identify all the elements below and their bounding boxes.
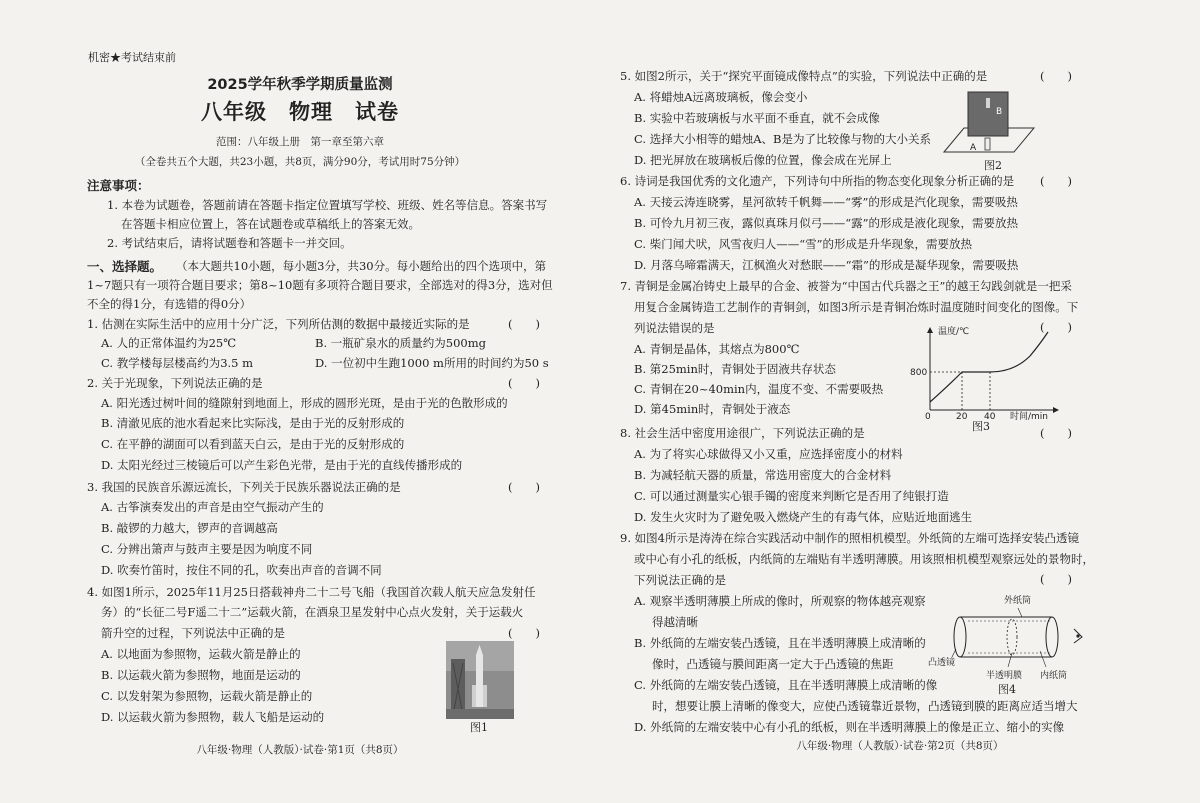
q3-option-a: A. 古筝演奏发出的声音是由空气振动产生的 [101, 500, 324, 514]
q1-option-c: C. 教学楼每层楼高约为3.5 m [101, 356, 254, 370]
question-4-stem: 务）的“长征二号F遥二十二”运载火箭，在酒泉卫星发射中心点火发射，关于运载火 [101, 605, 524, 619]
section-intro: （本大题共10小题，每小题3分，共30分。每小题给出的四个选项中，第 [176, 259, 547, 273]
question-9-stem: 下列说法正确的是 [634, 573, 726, 587]
q3-option-c: C. 分辨出箫声与鼓声主要是因为响度不同 [101, 542, 313, 556]
question-7-stem: 列说法错误的是 [634, 321, 715, 335]
graph-origin-label: 0 [925, 412, 931, 420]
q5-option-d: D. 把光屏放在玻璃板后像的位置，像会成在光屏上 [634, 153, 892, 167]
graph-y-axis-label: 温度/℃ [938, 327, 970, 337]
answer-blank: ( ) [508, 376, 540, 390]
question-7-stem: 7. 青铜是金属冶铸史上最早的合金、被誉为“中国古代兵器之王”的越王勾践剑就是一把采 [620, 279, 1072, 293]
graph-x-axis-label: 时间/min [1010, 412, 1049, 420]
q1-option-b: B. 一瓶矿泉水的质量约为500mg [315, 336, 486, 350]
q7-option-d: D. 第45min时，青铜处于液态 [634, 402, 791, 416]
q7-option-c: C. 青铜在20~40min内，温度不变、不需要吸热 [634, 382, 884, 396]
q5-option-c: C. 选择大小相等的蜡烛A、B是为了比较像与物的大小关系 [634, 132, 931, 146]
answer-blank: ( ) [1040, 572, 1072, 586]
temperature-time-graph [910, 322, 1060, 420]
q8-option-a: A. 为了将实心球做得又小又重，应选择密度小的材料 [634, 447, 903, 461]
exam-subtitle: 八年级 物理 试卷 [201, 100, 399, 124]
q8-option-c: C. 可以通过测量实心银手镯的密度来判断它是否用了纯银打造 [634, 489, 949, 503]
section-intro: 不全的得1分，有选错的得0分） [87, 297, 252, 311]
exam-info: （全卷共五个大题，共23小题，共8页，满分90分，考试用时75分钟） [134, 156, 466, 168]
q9-option-d: D. 外纸筒的左端安装中心有小孔的纸板，则在半透明薄膜上的像是正立、缩小的实像 [634, 720, 1065, 734]
q7-option-b: B. 第25min时，青铜处于固液共存状态 [634, 362, 836, 376]
q2-option-c: C. 在平静的湖面可以看到蓝天白云，是由于光的反射形成的 [101, 437, 405, 451]
answer-blank: ( ) [1040, 69, 1072, 83]
answer-blank: ( ) [508, 480, 540, 494]
q8-option-d: D. 发生火灾时为了避免吸入燃烧产生的有毒气体，应贴近地面逃生 [634, 510, 973, 524]
q4-option-c: C. 以发射架为参照物，运载火箭是静止的 [101, 689, 313, 703]
q9-option-c: 时，想要让膜上清晰的像变大，应使凸透镜靠近景物，凸透镜到膜的距离应适当增大 [652, 699, 1078, 713]
exam-title: 2025学年秋季学期质量监测 [207, 77, 393, 93]
q2-option-a: A. 阳光透过树叶间的缝隙射到地面上，形成的圆形光斑，是由于光的色散形成的 [101, 396, 508, 410]
notes-line: 2. 考试结束后，请将试题卷和答题卡一并交回。 [107, 236, 352, 250]
graph-y-tick: 800 [910, 368, 928, 378]
answer-blank: ( ) [1040, 320, 1072, 334]
graph-x-tick: 40 [984, 412, 996, 420]
q1-option-a: A. 人的正常体温约为25℃ [101, 336, 237, 350]
question-7-stem: 用复合金属铸造工艺制作的青铜剑，如图3所示是青铜冶炼时温度随时间变化的图像。下 [634, 300, 1079, 314]
question-2-stem: 2. 关于光现象，下列说法正确的是 [87, 376, 263, 390]
q6-option-d: D. 月落乌啼霜满天，江枫渔火对愁眠——“霜”的形成是凝华现象，需要吸热 [634, 258, 1019, 272]
q6-option-a: A. 天接云涛连晓雾，星河欲转千帆舞——“雾”的形成是汽化现象，需要吸热 [634, 195, 1018, 209]
rocket-launch-photo [446, 641, 514, 719]
section-intro: 1~7题只有一项符合题目要求；第8~10题有多项符合题目要求，全部选对的得3分，选对但 [87, 278, 553, 292]
confidential-mark: 机密★考试结束前 [88, 51, 176, 64]
q9-option-c: C. 外纸筒的左端安装凸透镜，且在半透明薄膜上成清晰的像 [634, 678, 938, 692]
q2-option-b: B. 清澈见底的池水看起来比实际浅，是由于光的反射形成的 [101, 416, 405, 430]
figure-1-caption: 图1 [470, 721, 488, 734]
q3-option-b: B. 敲锣的力越大，锣声的音调越高 [101, 521, 278, 535]
q4-option-b: B. 以运载火箭为参照物，地面是运动的 [101, 668, 301, 682]
film-label: 半透明膜 [986, 671, 1023, 681]
answer-blank: ( ) [1040, 426, 1072, 440]
page-footer: 八年级·物理（人教版）·试卷·第2页（共8页） [796, 740, 1004, 752]
plane-mirror-diagram [938, 86, 1038, 160]
q1-option-d: D. 一位初中生跑1000 m所用的时间约为50 s [315, 356, 549, 370]
camera-model-diagram [928, 591, 1088, 683]
figure-3-caption: 图3 [972, 420, 990, 433]
q9-option-a: 得越清晰 [652, 615, 698, 629]
answer-blank: ( ) [1040, 174, 1072, 188]
graph-x-tick: 20 [956, 412, 968, 420]
figure-2-caption: 图2 [984, 159, 1002, 172]
q9-option-a: A. 观察半透明薄膜上所成的像时，所观察的物体越亮观察 [634, 594, 926, 608]
answer-blank: ( ) [508, 626, 540, 640]
question-4-stem: 4. 如图1所示，2025年11月25日搭载神舟二十二号飞船（我国首次载人航天应急发射任 [87, 585, 536, 599]
inner-tube-label: 内纸筒 [1040, 671, 1068, 681]
question-9-stem: 或中心有小孔的纸板，内纸筒的左端贴有半透明薄膜。用该照相机模型观察远处的景物时， [634, 552, 1094, 566]
answer-blank: ( ) [508, 317, 540, 331]
exam-page-2 [600, 0, 1200, 803]
notes-title: 注意事项： [87, 178, 150, 193]
exam-scope: 范围：八年级上册 第一章至第六章 [216, 136, 384, 148]
q8-option-b: B. 为减轻航天器的质量，常选用密度大的合金材料 [634, 468, 892, 482]
convex-lens-label: 凸透镜 [928, 658, 956, 668]
question-3-stem: 3. 我国的民族音乐源远流长，下列关于民族乐器说法正确的是 [87, 480, 401, 494]
q5-option-b: B. 实验中若玻璃板与水平面不垂直，就不会成像 [634, 111, 880, 125]
question-1-stem: 1. 估测在实际生活中的应用十分广泛，下列所估测的数据中最接近实际的是 [87, 317, 470, 331]
q6-option-b: B. 可怜九月初三夜，露似真珠月似弓——“露”的形成是液化现象，需要放热 [634, 216, 1019, 230]
q5-option-a: A. 将蜡烛A远离玻璃板，像会变小 [634, 90, 808, 104]
section-title: 一、选择题。 [87, 259, 163, 274]
question-8-stem: 8. 社会生活中密度用途很广，下列说法正确的是 [620, 426, 865, 440]
candle-a-label: A [970, 143, 977, 153]
question-5-stem: 5. 如图2所示，关于“探究平面镜成像特点”的实验，下列说法中正确的是 [620, 69, 988, 83]
q3-option-d: D. 吹奏竹笛时，按住不同的孔，吹奏出声音的音调不同 [101, 563, 382, 577]
notes-line: 在答题卡相应位置上，答在试题卷或草稿纸上的答案无效。 [121, 217, 420, 231]
q4-option-d: D. 以运载火箭为参照物，载人飞船是运动的 [101, 710, 325, 724]
q2-option-d: D. 太阳光经过三棱镜后可以产生彩色光带，是由于光的直线传播形成的 [101, 458, 463, 472]
candle-b-label: B [996, 107, 1003, 117]
page-footer: 八年级·物理（人教版）·试卷·第1页（共8页） [196, 744, 404, 756]
q4-option-a: A. 以地面为参照物，运载火箭是静止的 [101, 647, 301, 661]
eye-icon [1074, 629, 1082, 643]
outer-tube-label: 外纸筒 [1004, 596, 1032, 606]
question-6-stem: 6. 诗词是我国优秀的文化遗产，下列诗句中所指的物态变化现象分析正确的是 [620, 174, 1015, 188]
q7-option-a: A. 青铜是晶体，其熔点为800℃ [634, 342, 800, 356]
notes-line: 1. 本卷为试题卷，答题前请在答题卡指定位置填写学校、班级、姓名等信息。答案书写 [107, 198, 548, 212]
q9-option-b: 像时，凸透镜与膜间距离一定大于凸透镜的焦距 [652, 657, 894, 671]
q9-option-b: B. 外纸筒的左端安装凸透镜，且在半透明薄膜上成清晰的 [634, 636, 926, 650]
question-9-stem: 9. 如图4所示是涛涛在综合实践活动中制作的照相机模型。外纸筒的左端可选择安装凸透镜 [620, 531, 1079, 545]
figure-4-caption: 图4 [998, 683, 1016, 696]
q6-option-c: C. 柴门闻犬吠，风雪夜归人——“雪”的形成是升华现象，需要放热 [634, 237, 972, 251]
question-4-stem: 箭升空的过程，下列说法中正确的是 [101, 626, 285, 640]
